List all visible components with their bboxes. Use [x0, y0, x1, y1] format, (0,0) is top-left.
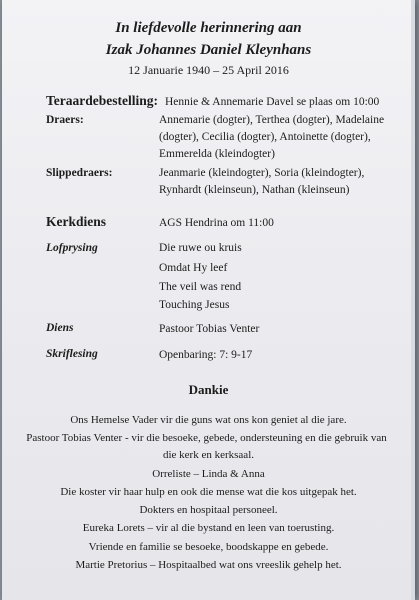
burial-label: Teraardebestelling: [46, 93, 158, 108]
bearers-line: Annemarie (dogter), Terthea (dogter), Madelaine [159, 114, 385, 126]
thanks-line: Vriende en familie se besoeke, boodskappe en gebede. [88, 541, 329, 553]
thanks-line: Eureka Lorets – vir al die bystand en leen van toerusting. [82, 522, 335, 534]
program-sheet [2, 0, 415, 600]
burial-value: Hennie & Annemarie Davel se plaas om 10:00 [165, 96, 380, 108]
pall-bearers-label: Slippedraers: [46, 167, 113, 179]
pall-bearers-line: Rynhardt (kleinseun), Nathan (kleinseun) [159, 184, 350, 196]
scripture-label: Skriflesing [46, 348, 98, 360]
bearers-label: Draers: [46, 114, 84, 126]
pall-bearers-line: Jeanmarie (kleindogter), Soria (kleindogter), [159, 167, 365, 179]
thanks-line: Martie Pretorius – Hospitaalbed wat ons vreeslik gehelp het. [75, 559, 342, 571]
sermon-value: Pastoor Tobias Venter [159, 323, 260, 335]
memorial-heading: In liefdevolle herinnering aan [115, 20, 302, 36]
worship-song: The veil was rend [159, 281, 242, 293]
bearers-line: Emmerelda (kleindogter) [159, 148, 275, 160]
deceased-name: Izak Johannes Daniel Kleynhans [105, 42, 312, 58]
bearers-line: (dogter), Cecilia (dogter), Antoinette (dogter), [159, 131, 371, 143]
scripture-value: Openbaring: 7: 9-17 [159, 349, 253, 361]
thanks-title: Dankie [188, 382, 229, 397]
service-label: Kerkdiens [46, 214, 107, 229]
life-dates: 12 Januarie 1940 – 25 April 2016 [128, 63, 289, 77]
sermon-label: Diens [46, 322, 74, 334]
thanks-line: Dokters en hospitaal personeel. [139, 504, 278, 516]
thanks-line: Pastoor Tobias Venter - vir die besoeke, gebede, ondersteuning en die gebruik van [26, 432, 387, 444]
worship-song: Die ruwe ou kruis [159, 242, 242, 254]
service-value: AGS Hendrina om 11:00 [159, 217, 274, 229]
worship-song: Omdat Hy leef [159, 262, 228, 274]
thanks-line: die kerk en kerksaal. [162, 449, 254, 461]
worship-song: Touching Jesus [159, 299, 230, 311]
worship-label: Lofprysing [46, 242, 98, 254]
thanks-line: Die koster vir haar hulp en ook die mense wat die kos uitgepak het. [60, 486, 357, 498]
thanks-line: Orreliste – Linda & Anna [152, 468, 265, 480]
thanks-line: Ons Hemelse Vader vir die guns wat ons kon geniet al die jare. [70, 414, 347, 426]
